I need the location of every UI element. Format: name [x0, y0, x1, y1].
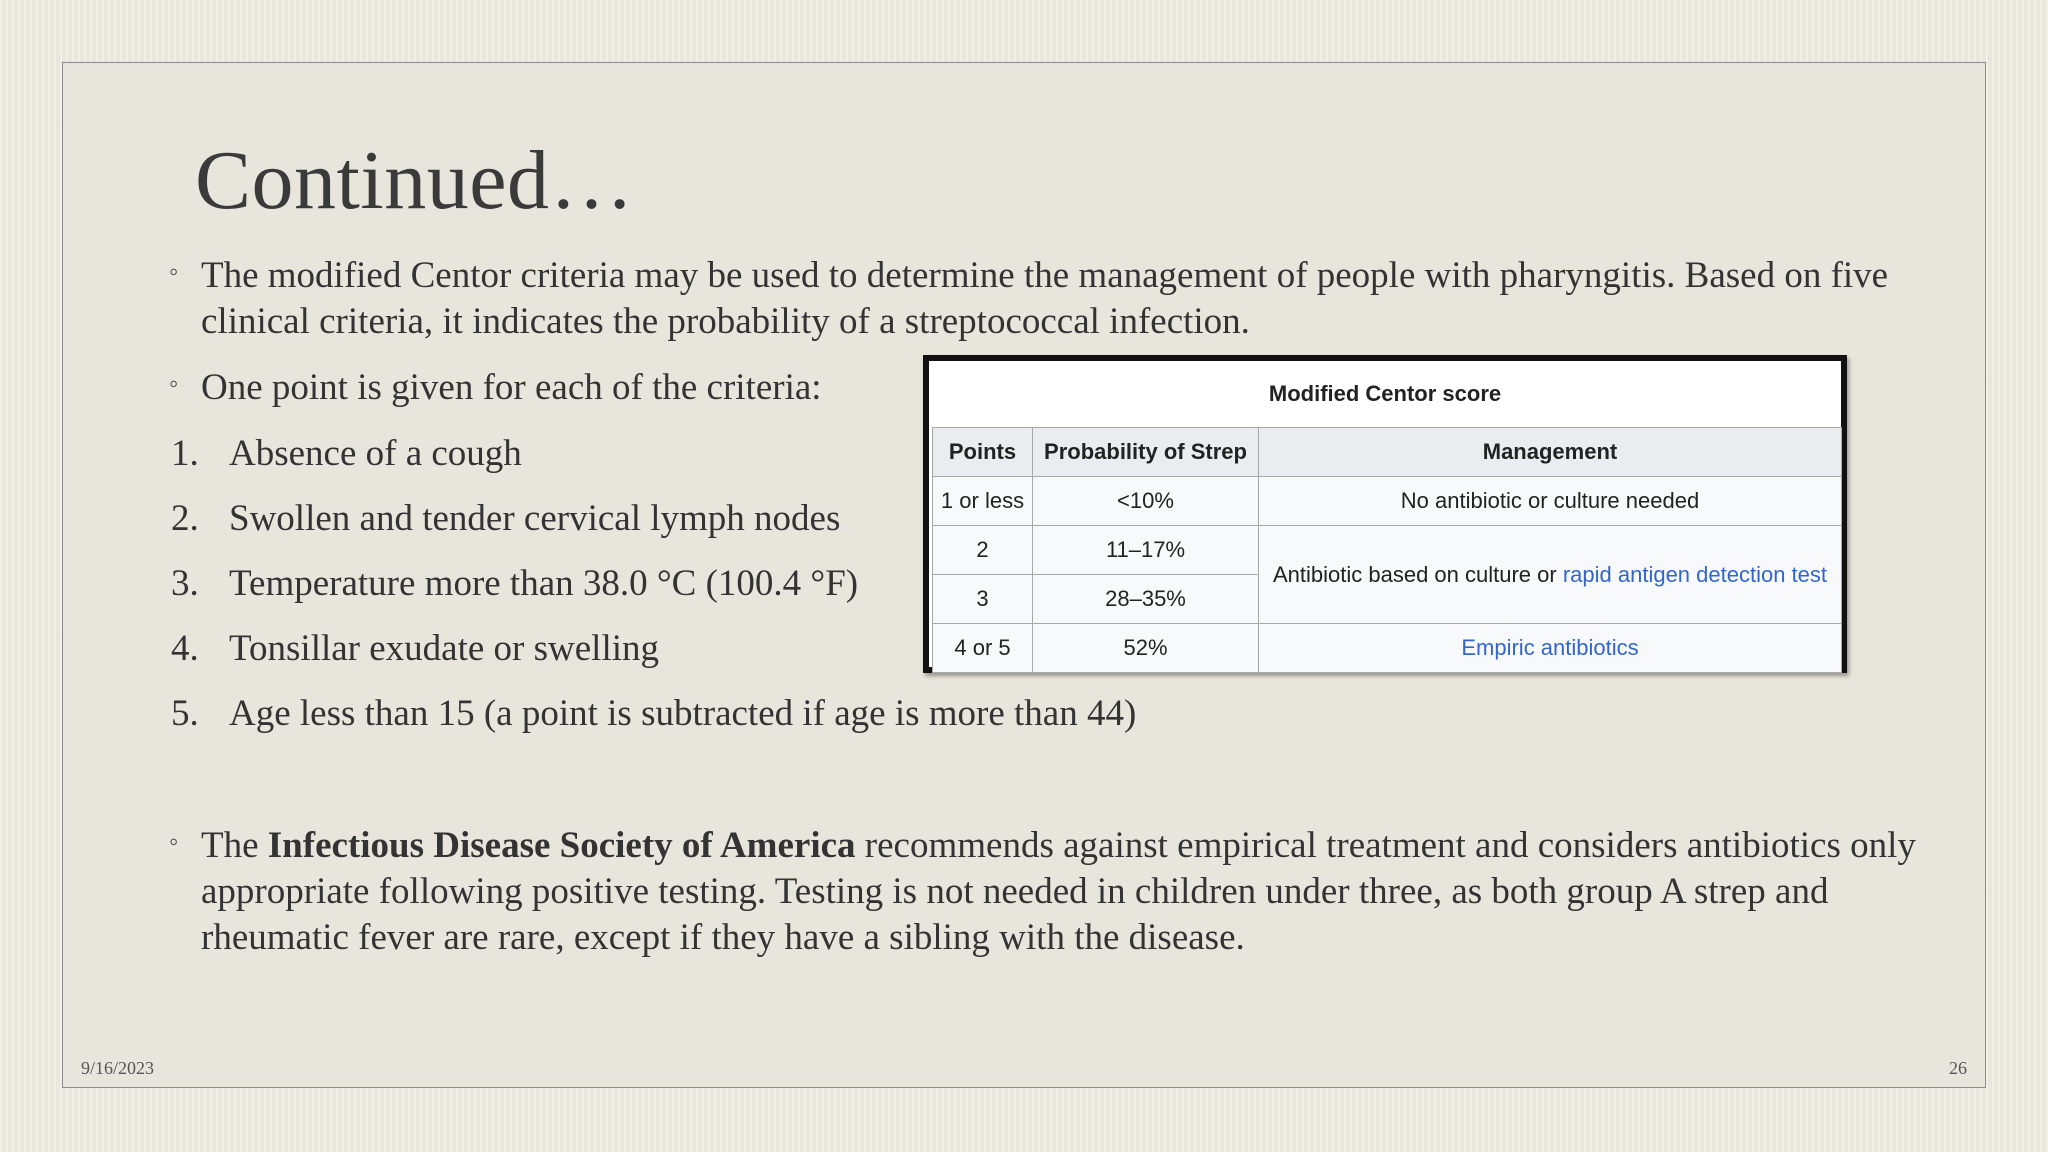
criteria-text: Age less than 15 (a point is subtracted if age is more than 44)	[229, 693, 1137, 734]
management-text: Antibiotic based on culture or	[1272, 561, 1563, 587]
criteria-text: Temperature more than 38.0 °C (100.4 °F)	[229, 563, 859, 604]
slide-title: Continued…	[195, 134, 634, 227]
table-row	[933, 526, 1842, 575]
idsa-name: Infectious Disease Society of America	[267, 825, 856, 866]
criteria-item	[171, 431, 522, 477]
table-header-row	[933, 428, 1842, 477]
cell-probability: 28–35%	[1033, 575, 1259, 624]
criteria-number: 1.	[171, 433, 199, 474]
table-row	[933, 477, 1842, 526]
bullet-icon: ◦	[169, 257, 179, 286]
idsa-post: recommends against empirical treatment and considers antibiotics only appropriate following positive testing. Testing is not needed in children under three, as both group A strep and rheumatic fever are rare, except if they have a sibling with the disease.	[201, 825, 1916, 958]
criteria-text: Absence of a cough	[229, 433, 522, 474]
table-row	[933, 624, 1842, 673]
criteria-intro: One point is given for each of the criteria:	[201, 367, 822, 408]
header-probability: Probability of Strep	[1033, 428, 1259, 477]
criteria-item	[171, 496, 840, 542]
criteria-number: 5.	[171, 693, 199, 734]
table-caption: Modified Centor score	[1268, 381, 1502, 406]
header-points: Points	[933, 428, 1033, 477]
slide	[62, 62, 1986, 1088]
criteria-number: 2.	[171, 498, 199, 539]
intro-paragraph: The modified Centor criteria may be used to determine the management of people with pharyngitis. Based on five clinical criteria, it indicates the probability of a streptococcal infection.	[201, 255, 1889, 342]
footer-date: 9/16/2023	[81, 1058, 155, 1078]
cell-probability: <10%	[1033, 477, 1259, 526]
page-number: 26	[1949, 1058, 1967, 1078]
header-management: Management	[1259, 428, 1842, 477]
criteria-number: 3.	[171, 563, 199, 604]
cell-points: 2	[933, 526, 1033, 575]
empiric-antibiotics-link[interactable]: Empiric antibiotics	[1259, 624, 1842, 673]
centor-score-table	[932, 427, 1842, 673]
cell-points: 3	[933, 575, 1033, 624]
criteria-number: 4.	[171, 628, 199, 669]
bullet-icon: ◦	[169, 827, 179, 856]
criteria-text: Tonsillar exudate or swelling	[229, 628, 659, 669]
rapid-antigen-test-link[interactable]: rapid antigen detection test	[1562, 561, 1828, 587]
idsa-pre: The	[201, 825, 268, 866]
cell-management-merged	[1259, 526, 1842, 624]
criteria-item	[171, 691, 1136, 737]
criteria-item	[171, 626, 659, 672]
cell-probability: 52%	[1033, 624, 1259, 673]
bullet-icon: ◦	[169, 369, 179, 398]
cell-points: 1 or less	[933, 477, 1033, 526]
cell-management: No antibiotic or culture needed	[1259, 477, 1842, 526]
cell-probability: 11–17%	[1033, 526, 1259, 575]
cell-points: 4 or 5	[933, 624, 1033, 673]
idsa-paragraph	[201, 823, 1921, 961]
criteria-item	[171, 561, 858, 607]
centor-score-table-image	[923, 355, 1847, 673]
criteria-text: Swollen and tender cervical lymph nodes	[229, 498, 841, 539]
